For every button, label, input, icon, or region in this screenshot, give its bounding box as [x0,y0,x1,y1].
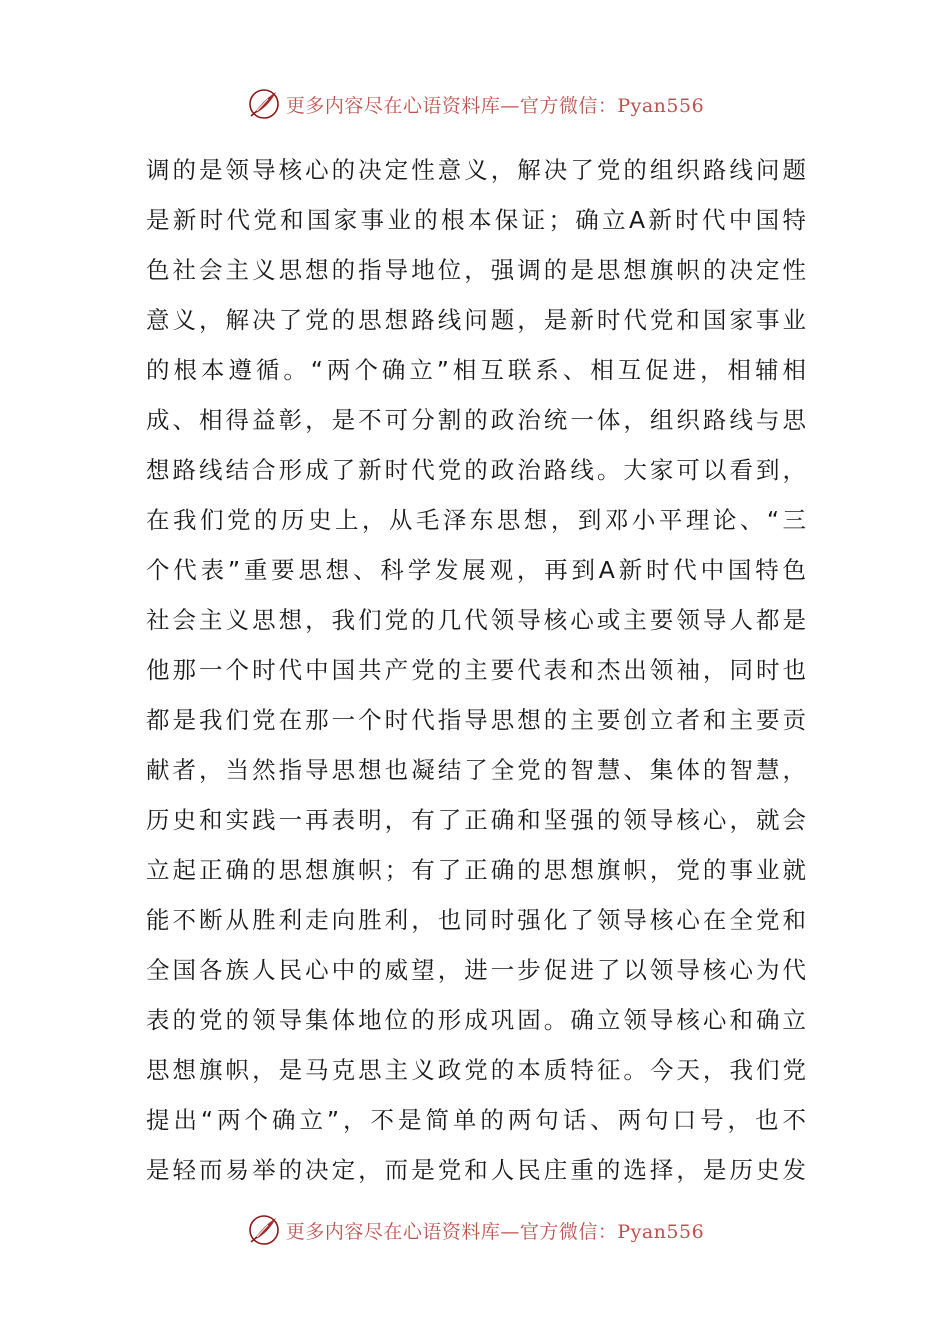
feather-pen-logo-icon [246,1212,282,1248]
text-line: 色社会主义思想的指导地位，强调的是思想旗帜的决定性 [146,256,806,284]
text-line: 他那一个时代中国共产党的主要代表和杰出领袖，同时也 [146,656,806,684]
watermark-text: 更多内容尽在心语资料库—官方微信：Pyan556 [285,1220,705,1243]
text-line: 能不断从胜利走向胜利，也同时强化了领导核心在全党和 [146,906,806,934]
header-watermark [0,84,950,124]
text-line: 献者，当然指导思想也凝结了全党的智慧、集体的智慧， [146,756,806,784]
text-line: 社会主义思想，我们党的几代领导核心或主要领导人都是 [146,606,806,634]
text-line: 想路线结合形成了新时代党的政治路线。大家可以看到， [146,456,806,484]
text-line: 调的是领导核心的决定性意义，解决了党的组织路线问题 [146,156,806,184]
text-line: 是新时代党和国家事业的根本保证；确立A新时代中国特 [146,206,806,234]
watermark-text: 更多内容尽在心语资料库—官方微信：Pyan556 [285,94,705,117]
text-line: 是轻而易举的决定，而是党和人民庄重的选择，是历史发 [146,1156,806,1184]
text-line: 在我们党的历史上，从毛泽东思想，到邓小平理论、“三 [146,506,806,534]
text-line: 立起正确的思想旗帜；有了正确的思想旗帜，党的事业就 [146,856,806,884]
footer-watermark [0,1210,950,1250]
text-line: 表的党的领导集体地位的形成巩固。确立领导核心和确立 [146,1006,806,1034]
text-line: 全国各族人民心中的威望，进一步促进了以领导核心为代 [146,956,806,984]
text-line: 个代表”重要思想、科学发展观，再到A新时代中国特色 [146,556,806,584]
text-line: 思想旗帜，是马克思主义政党的本质特征。今天，我们党 [146,1056,806,1084]
feather-pen-logo-icon [246,86,282,122]
text-line: 成、相得益彰，是不可分割的政治统一体，组织路线与思 [146,406,806,434]
text-line: 的根本遵循。“两个确立”相互联系、相互促进，相辅相 [146,356,806,384]
text-line: 历史和实践一再表明，有了正确和坚强的领导核心，就会 [146,806,806,834]
text-line: 意义，解决了党的思想路线问题，是新时代党和国家事业 [146,306,806,334]
text-line: 都是我们党在那一个时代指导思想的主要创立者和主要贡 [146,706,806,734]
text-line: 提出“两个确立”，不是简单的两句话、两句口号，也不 [146,1106,806,1134]
document-body [146,145,806,1195]
